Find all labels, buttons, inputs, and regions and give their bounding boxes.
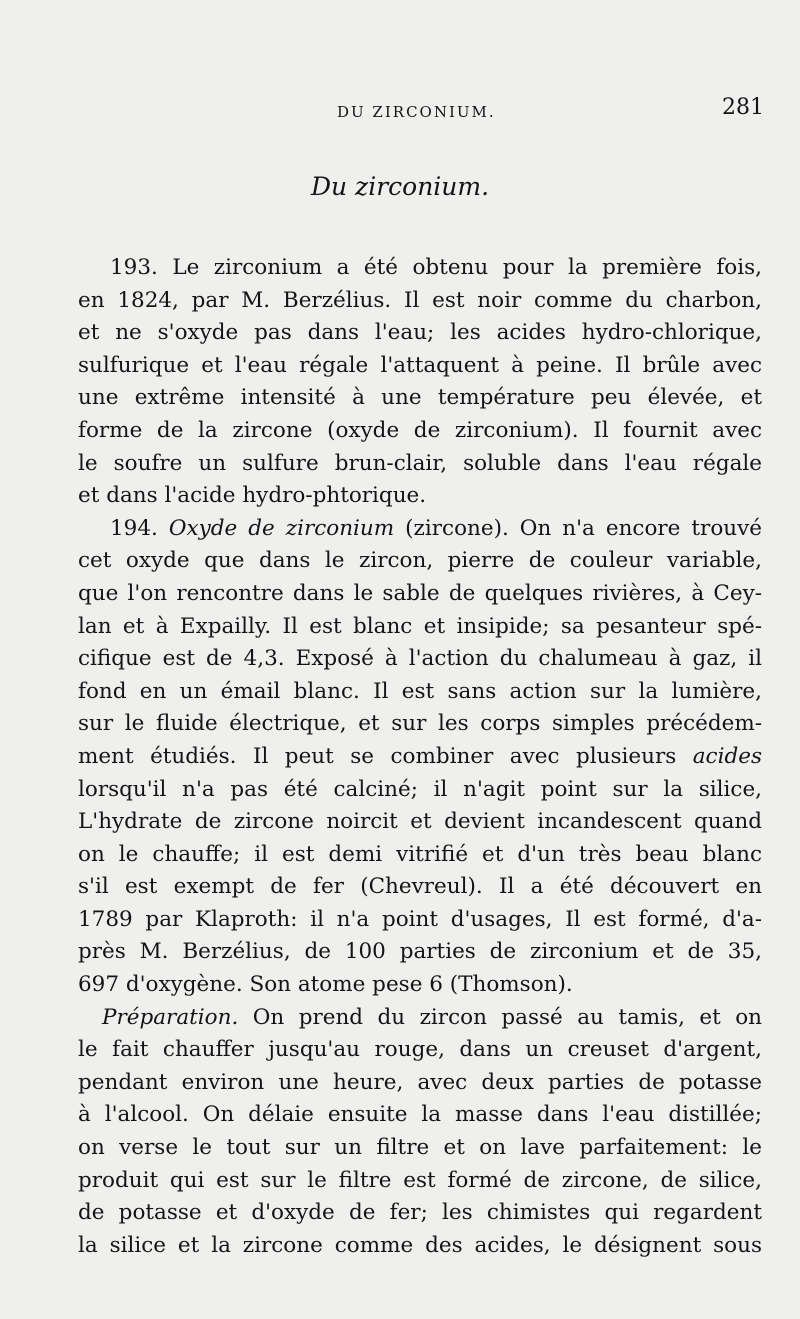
text-line: et dans l'acide hydro-phtorique.	[78, 483, 427, 509]
text-line: une extrême intensité à une température peu élevée, et	[78, 385, 762, 411]
text-line: 697 d'oxygène. Son atome pese 6 (Thomson).	[78, 972, 573, 998]
paragraph-preparation	[78, 1002, 762, 1263]
page-header	[0, 95, 800, 125]
paragraph-number: 194.	[110, 515, 158, 541]
text-line: lan et à Expailly. Il est blanc et insipide; sa pesanteur spé-	[78, 613, 762, 639]
text-line: forme de la zircone (oxyde de zirconium). Il fournit avec	[78, 417, 762, 443]
text-line	[78, 741, 762, 774]
text-line: sulfurique et l'eau régale l'attaquent à peine. Il brûle avec	[78, 352, 762, 378]
text-line: 193. Le zirconium a été obtenu pour la première fois,	[110, 255, 762, 280]
paragraph-194	[78, 513, 762, 1002]
body-text	[78, 252, 762, 1262]
paragraph-193	[78, 252, 762, 513]
text-line: cifique est de 4,3. Exposé à l'action du chalumeau à gaz, il	[78, 646, 762, 672]
page-number: 281	[722, 95, 764, 120]
text-line: que l'on rencontre dans le sable de quelques rivières, à Cey-	[78, 580, 762, 606]
text-line: en 1824, par M. Berzélius. Il est noir comme du charbon,	[78, 287, 762, 313]
text-line: cet oxyde que dans le zircon, pierre de couleur variable,	[78, 548, 762, 574]
text-line: s'il est exempt de fer (Chevreul). Il a été découvert en	[78, 874, 762, 900]
paragraph-title: Préparation.	[102, 1004, 239, 1030]
text-line: de potasse et d'oxyde de fer; les chimistes qui regardent	[78, 1200, 762, 1226]
italic-word: acides	[692, 743, 762, 769]
text-line: lorsqu'il n'a pas été calciné; il n'agit point sur la silice,	[78, 776, 762, 802]
text-line: la silice et la zircone comme des acides, le désignent sous	[78, 1232, 762, 1258]
text-line: le soufre un sulfure brun-clair, soluble dans l'eau régale	[78, 450, 762, 476]
text-line: On prend du zircon passé au tamis, et on	[238, 1004, 762, 1030]
running-head: DU ZIRCONIUM.	[337, 103, 496, 121]
section-title: Du zirconium.	[310, 172, 490, 201]
text-line: fond en un émail blanc. Il est sans action sur la lumière,	[78, 678, 762, 704]
text-line: le fait chauffer jusqu'au rouge, dans un creuset d'argent,	[78, 1037, 762, 1063]
text-line: (zircone). On n'a encore trouvé	[394, 515, 762, 541]
text-line: et ne s'oxyde pas dans l'eau; les acides hydro-chlorique,	[78, 320, 762, 346]
paragraph-194-first-line	[78, 513, 762, 546]
text-line: près M. Berzélius, de 100 parties de zirconium et de 35,	[78, 939, 762, 965]
text-line: 1789 par Klaproth: il n'a point d'usages, Il est formé, d'a-	[78, 906, 762, 932]
text-line: pendant environ une heure, avec deux parties de potasse	[78, 1069, 762, 1095]
text-line: on verse le tout sur un filtre et on lave parfaitement: le	[78, 1135, 762, 1161]
text-line: on le chauffe; il est demi vitrifié et d'un très beau blanc	[78, 841, 762, 867]
text-segment: ment étudiés. Il peut se combiner avec plusieurs	[78, 743, 693, 769]
text-line: sur le fluide électrique, et sur les corps simples précédem-	[78, 711, 762, 737]
text-line: produit qui est sur le filtre est formé de zircone, de silice,	[78, 1167, 762, 1193]
text-line: L'hydrate de zircone noircit et devient incandescent quand	[78, 809, 762, 835]
paragraph-title: Oxyde de zirconium	[168, 515, 395, 541]
paragraph-preparation-first-line	[78, 1002, 762, 1035]
text-line: à l'alcool. On délaie ensuite la masse dans l'eau distillée;	[78, 1102, 762, 1128]
